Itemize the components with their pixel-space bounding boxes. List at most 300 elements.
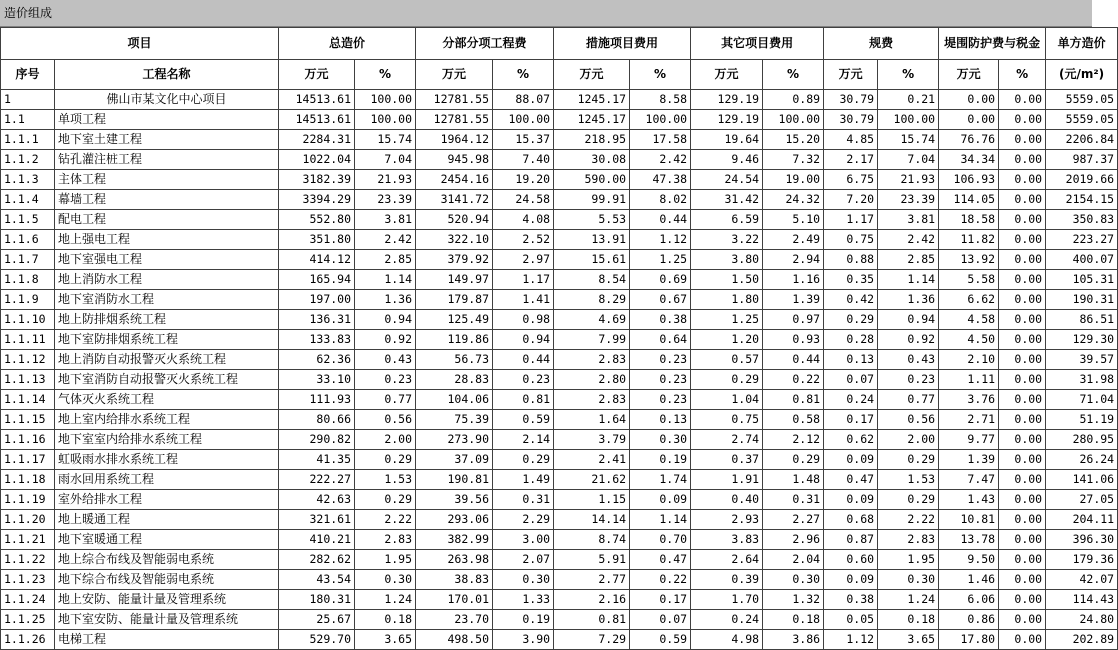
cell-total-wan: 180.31 — [279, 590, 355, 610]
cell-fees-wan: 0.47 — [824, 470, 878, 490]
subheader-pct: % — [999, 60, 1046, 90]
cell-measures-pct: 0.67 — [630, 290, 691, 310]
cell-name: 虹吸雨水排水系统工程 — [55, 450, 279, 470]
cell-measures-pct: 8.02 — [630, 190, 691, 210]
cell-seq: 1.1.25 — [1, 610, 55, 630]
cell-levee-pct: 0.00 — [999, 150, 1046, 170]
cell-unit-cost: 39.57 — [1046, 350, 1118, 370]
table-row — [1, 490, 1118, 510]
cell-subitem-pct: 1.17 — [493, 270, 554, 290]
subheader-wan: 万元 — [554, 60, 630, 90]
cell-measures-pct: 47.38 — [630, 170, 691, 190]
cell-seq: 1.1.23 — [1, 570, 55, 590]
subheader-wan: 万元 — [824, 60, 878, 90]
cell-other-wan: 9.46 — [691, 150, 763, 170]
cell-subitem-pct: 2.14 — [493, 430, 554, 450]
cell-fees-pct: 23.39 — [878, 190, 939, 210]
cell-fees-wan: 0.09 — [824, 570, 878, 590]
cell-subitem-wan: 149.97 — [416, 270, 493, 290]
cell-levee-wan: 6.62 — [939, 290, 999, 310]
cell-measures-pct: 0.22 — [630, 570, 691, 590]
cell-total-wan: 3394.29 — [279, 190, 355, 210]
cell-other-wan: 1.91 — [691, 470, 763, 490]
cell-subitem-pct: 3.00 — [493, 530, 554, 550]
cell-fees-pct: 2.22 — [878, 510, 939, 530]
cell-levee-pct: 0.00 — [999, 510, 1046, 530]
cell-fees-wan: 0.75 — [824, 230, 878, 250]
cell-subitem-wan: 293.06 — [416, 510, 493, 530]
cell-levee-wan: 7.47 — [939, 470, 999, 490]
cell-fees-wan: 4.85 — [824, 130, 878, 150]
cell-other-pct: 2.49 — [763, 230, 824, 250]
cell-total-pct: 1.14 — [355, 270, 416, 290]
cell-measures-wan: 1.64 — [554, 410, 630, 430]
cell-total-wan: 529.70 — [279, 630, 355, 650]
cell-unit-cost: 179.36 — [1046, 550, 1118, 570]
subheader-pct: % — [355, 60, 416, 90]
table-row — [1, 410, 1118, 430]
cell-measures-wan: 2.83 — [554, 390, 630, 410]
subheader-wan: 万元 — [939, 60, 999, 90]
cell-fees-wan: 0.88 — [824, 250, 878, 270]
cell-fees-wan: 0.60 — [824, 550, 878, 570]
cell-fees-wan: 0.07 — [824, 370, 878, 390]
cell-fees-wan: 0.28 — [824, 330, 878, 350]
subheader-wan: 万元 — [279, 60, 355, 90]
subheader-pct: % — [763, 60, 824, 90]
cell-other-pct: 24.32 — [763, 190, 824, 210]
cell-measures-pct: 0.07 — [630, 610, 691, 630]
cell-total-wan: 111.93 — [279, 390, 355, 410]
cell-subitem-pct: 1.33 — [493, 590, 554, 610]
cell-unit-cost: 141.06 — [1046, 470, 1118, 490]
cell-measures-pct: 0.69 — [630, 270, 691, 290]
cell-fees-wan: 30.79 — [824, 90, 878, 110]
cell-measures-pct: 0.17 — [630, 590, 691, 610]
cell-measures-wan: 0.81 — [554, 610, 630, 630]
cell-fees-pct: 2.85 — [878, 250, 939, 270]
cell-other-wan: 1.70 — [691, 590, 763, 610]
cell-measures-wan: 3.79 — [554, 430, 630, 450]
cell-total-wan: 351.80 — [279, 230, 355, 250]
cell-levee-pct: 0.00 — [999, 110, 1046, 130]
cell-subitem-pct: 100.00 — [493, 110, 554, 130]
cell-other-wan: 3.80 — [691, 250, 763, 270]
cell-fees-wan: 2.17 — [824, 150, 878, 170]
cell-total-wan: 80.66 — [279, 410, 355, 430]
subheader-seq: 序号 — [1, 60, 55, 90]
cell-fees-wan: 0.38 — [824, 590, 878, 610]
cell-fees-wan: 0.24 — [824, 390, 878, 410]
cell-measures-wan: 2.80 — [554, 370, 630, 390]
cell-measures-pct: 0.09 — [630, 490, 691, 510]
cell-fees-wan: 0.13 — [824, 350, 878, 370]
cell-levee-pct: 0.00 — [999, 230, 1046, 250]
cell-seq: 1.1.13 — [1, 370, 55, 390]
cell-total-wan: 410.21 — [279, 530, 355, 550]
table-row — [1, 550, 1118, 570]
table-row — [1, 290, 1118, 310]
cell-fees-pct: 0.94 — [878, 310, 939, 330]
cell-measures-wan: 21.62 — [554, 470, 630, 490]
cell-levee-pct: 0.00 — [999, 370, 1046, 390]
cell-measures-pct: 0.59 — [630, 630, 691, 650]
cell-fees-pct: 0.30 — [878, 570, 939, 590]
cell-subitem-wan: 12781.55 — [416, 90, 493, 110]
cell-other-wan: 1.20 — [691, 330, 763, 350]
cell-other-pct: 1.32 — [763, 590, 824, 610]
cell-name: 气体灭火系统工程 — [55, 390, 279, 410]
cell-total-pct: 3.65 — [355, 630, 416, 650]
header-fees: 规费 — [824, 28, 939, 60]
cell-other-pct: 0.30 — [763, 570, 824, 590]
cell-seq: 1.1.20 — [1, 510, 55, 530]
cell-levee-pct: 0.00 — [999, 190, 1046, 210]
cell-subitem-pct: 15.37 — [493, 130, 554, 150]
cell-levee-wan: 1.11 — [939, 370, 999, 390]
cell-other-wan: 4.98 — [691, 630, 763, 650]
cell-levee-wan: 1.39 — [939, 450, 999, 470]
cell-name: 地上消防自动报警灭火系统工程 — [55, 350, 279, 370]
cell-subitem-wan: 190.81 — [416, 470, 493, 490]
cell-levee-pct: 0.00 — [999, 430, 1046, 450]
table-row — [1, 450, 1118, 470]
cell-unit-cost: 26.24 — [1046, 450, 1118, 470]
cell-measures-wan: 7.99 — [554, 330, 630, 350]
cell-subitem-pct: 0.30 — [493, 570, 554, 590]
cell-subitem-pct: 0.81 — [493, 390, 554, 410]
cell-total-pct: 2.42 — [355, 230, 416, 250]
cell-name: 地下室暖通工程 — [55, 530, 279, 550]
cell-total-wan: 2284.31 — [279, 130, 355, 150]
cell-seq: 1.1.7 — [1, 250, 55, 270]
cell-total-pct: 15.74 — [355, 130, 416, 150]
cell-seq: 1.1.22 — [1, 550, 55, 570]
subheader-pct: % — [878, 60, 939, 90]
cell-measures-wan: 2.77 — [554, 570, 630, 590]
cell-subitem-pct: 2.97 — [493, 250, 554, 270]
table-row — [1, 130, 1118, 150]
cell-fees-wan: 0.87 — [824, 530, 878, 550]
cell-total-wan: 43.54 — [279, 570, 355, 590]
cell-seq: 1.1.6 — [1, 230, 55, 250]
cell-other-pct: 19.00 — [763, 170, 824, 190]
cell-fees-pct: 21.93 — [878, 170, 939, 190]
cell-name: 地上室内给排水系统工程 — [55, 410, 279, 430]
cell-seq: 1.1.16 — [1, 430, 55, 450]
cell-subitem-wan: 28.83 — [416, 370, 493, 390]
cell-unit-cost: 190.31 — [1046, 290, 1118, 310]
cell-unit-cost: 86.51 — [1046, 310, 1118, 330]
table-row — [1, 270, 1118, 290]
cell-seq: 1.1.26 — [1, 630, 55, 650]
table-row — [1, 470, 1118, 490]
subheader-name: 工程名称 — [55, 60, 279, 90]
cell-levee-wan: 76.76 — [939, 130, 999, 150]
cell-total-pct: 2.83 — [355, 530, 416, 550]
cell-levee-wan: 0.86 — [939, 610, 999, 630]
cell-name: 地下室室内给排水系统工程 — [55, 430, 279, 450]
cell-measures-pct: 0.19 — [630, 450, 691, 470]
cell-other-pct: 0.22 — [763, 370, 824, 390]
cell-seq: 1.1.3 — [1, 170, 55, 190]
header-other-cost: 其它项目费用 — [691, 28, 824, 60]
table-row — [1, 630, 1118, 650]
cell-measures-wan: 4.69 — [554, 310, 630, 330]
cell-seq: 1.1.4 — [1, 190, 55, 210]
cell-measures-pct: 8.58 — [630, 90, 691, 110]
cell-unit-cost: 24.80 — [1046, 610, 1118, 630]
cell-measures-wan: 15.61 — [554, 250, 630, 270]
cell-other-pct: 100.00 — [763, 110, 824, 130]
subheader-wan: 万元 — [416, 60, 493, 90]
cell-other-pct: 1.48 — [763, 470, 824, 490]
cell-other-wan: 0.29 — [691, 370, 763, 390]
cell-other-wan: 3.22 — [691, 230, 763, 250]
cell-unit-cost: 71.04 — [1046, 390, 1118, 410]
cell-name: 地下室强电工程 — [55, 250, 279, 270]
table-row — [1, 190, 1118, 210]
cell-subitem-wan: 2454.16 — [416, 170, 493, 190]
cell-total-wan: 290.82 — [279, 430, 355, 450]
cell-name: 地下室安防、能量计量及管理系统 — [55, 610, 279, 630]
cell-total-pct: 2.85 — [355, 250, 416, 270]
cost-composition-table — [0, 27, 1118, 650]
cell-total-wan: 136.31 — [279, 310, 355, 330]
cell-total-pct: 0.94 — [355, 310, 416, 330]
table-row — [1, 570, 1118, 590]
subheader-wan: 万元 — [691, 60, 763, 90]
cell-levee-pct: 0.00 — [999, 290, 1046, 310]
cell-fees-pct: 2.00 — [878, 430, 939, 450]
table-row — [1, 310, 1118, 330]
table-row — [1, 170, 1118, 190]
cell-fees-wan: 1.12 — [824, 630, 878, 650]
cell-name: 钻孔灌注桩工程 — [55, 150, 279, 170]
cell-fees-pct: 0.77 — [878, 390, 939, 410]
cell-subitem-wan: 382.99 — [416, 530, 493, 550]
cell-total-pct: 1.95 — [355, 550, 416, 570]
cell-levee-wan: 9.77 — [939, 430, 999, 450]
cell-total-pct: 0.56 — [355, 410, 416, 430]
cell-seq: 1.1.19 — [1, 490, 55, 510]
cell-fees-pct: 1.95 — [878, 550, 939, 570]
cell-measures-pct: 0.44 — [630, 210, 691, 230]
cell-measures-pct: 2.42 — [630, 150, 691, 170]
cell-name: 单项工程 — [55, 110, 279, 130]
table-row — [1, 530, 1118, 550]
cell-levee-wan: 2.10 — [939, 350, 999, 370]
cell-seq: 1.1.21 — [1, 530, 55, 550]
cell-subitem-pct: 2.52 — [493, 230, 554, 250]
cell-measures-wan: 2.16 — [554, 590, 630, 610]
cell-other-wan: 0.75 — [691, 410, 763, 430]
cell-subitem-wan: 1964.12 — [416, 130, 493, 150]
cell-subitem-pct: 3.90 — [493, 630, 554, 650]
cell-other-wan: 0.24 — [691, 610, 763, 630]
cell-subitem-pct: 0.94 — [493, 330, 554, 350]
cell-seq: 1.1.10 — [1, 310, 55, 330]
cell-fees-pct: 0.92 — [878, 330, 939, 350]
cell-levee-wan: 18.58 — [939, 210, 999, 230]
cell-measures-pct: 0.30 — [630, 430, 691, 450]
table-row — [1, 110, 1118, 130]
cell-levee-pct: 0.00 — [999, 630, 1046, 650]
cell-measures-pct: 0.70 — [630, 530, 691, 550]
header-sub-item-cost: 分部分项工程费 — [416, 28, 554, 60]
cell-subitem-wan: 273.90 — [416, 430, 493, 450]
cell-seq: 1 — [1, 90, 55, 110]
cell-levee-pct: 0.00 — [999, 130, 1046, 150]
cell-total-pct: 3.81 — [355, 210, 416, 230]
cell-subitem-wan: 322.10 — [416, 230, 493, 250]
cell-total-wan: 25.67 — [279, 610, 355, 630]
cell-total-pct: 1.24 — [355, 590, 416, 610]
cell-levee-wan: 0.00 — [939, 110, 999, 130]
cell-name: 电梯工程 — [55, 630, 279, 650]
cell-measures-pct: 1.12 — [630, 230, 691, 250]
cell-unit-cost: 204.11 — [1046, 510, 1118, 530]
cell-measures-wan: 2.83 — [554, 350, 630, 370]
table-row — [1, 510, 1118, 530]
table-body — [1, 90, 1118, 650]
cell-subitem-wan: 379.92 — [416, 250, 493, 270]
cell-unit-cost: 27.05 — [1046, 490, 1118, 510]
table-row — [1, 370, 1118, 390]
cell-seq: 1.1.8 — [1, 270, 55, 290]
cell-fees-pct: 1.24 — [878, 590, 939, 610]
cell-other-wan: 2.64 — [691, 550, 763, 570]
cell-other-pct: 1.16 — [763, 270, 824, 290]
cell-unit-cost: 400.07 — [1046, 250, 1118, 270]
cell-measures-pct: 0.13 — [630, 410, 691, 430]
header-levee-tax: 堤围防护费与税金 — [939, 28, 1046, 60]
cell-other-wan: 6.59 — [691, 210, 763, 230]
table-row — [1, 150, 1118, 170]
cell-name: 佛山市某文化中心项目 — [55, 90, 279, 110]
cell-total-pct: 0.23 — [355, 370, 416, 390]
cell-seq: 1.1.15 — [1, 410, 55, 430]
cell-levee-wan: 9.50 — [939, 550, 999, 570]
cell-levee-pct: 0.00 — [999, 270, 1046, 290]
cell-subitem-pct: 0.44 — [493, 350, 554, 370]
cell-unit-cost: 202.89 — [1046, 630, 1118, 650]
cell-measures-wan: 14.14 — [554, 510, 630, 530]
cell-seq: 1.1 — [1, 110, 55, 130]
cell-measures-pct: 0.23 — [630, 370, 691, 390]
cell-name: 地上防排烟系统工程 — [55, 310, 279, 330]
cell-levee-pct: 0.00 — [999, 530, 1046, 550]
cell-unit-cost: 105.31 — [1046, 270, 1118, 290]
cell-subitem-wan: 39.56 — [416, 490, 493, 510]
table-row — [1, 610, 1118, 630]
cell-subitem-pct: 0.23 — [493, 370, 554, 390]
cell-total-pct: 1.53 — [355, 470, 416, 490]
cell-other-pct: 0.29 — [763, 450, 824, 470]
cell-total-wan: 1022.04 — [279, 150, 355, 170]
cell-unit-cost: 129.30 — [1046, 330, 1118, 350]
cell-name: 地上安防、能量计量及管理系统 — [55, 590, 279, 610]
cell-unit-cost: 2154.15 — [1046, 190, 1118, 210]
cell-total-wan: 197.00 — [279, 290, 355, 310]
cell-fees-wan: 0.42 — [824, 290, 878, 310]
cell-measures-wan: 1245.17 — [554, 110, 630, 130]
cell-other-pct: 3.86 — [763, 630, 824, 650]
cell-total-wan: 42.63 — [279, 490, 355, 510]
cell-seq: 1.1.18 — [1, 470, 55, 490]
cell-levee-pct: 0.00 — [999, 90, 1046, 110]
cell-levee-wan: 4.58 — [939, 310, 999, 330]
cell-subitem-pct: 2.07 — [493, 550, 554, 570]
cell-measures-wan: 2.41 — [554, 450, 630, 470]
cell-subitem-pct: 0.59 — [493, 410, 554, 430]
cell-other-pct: 7.32 — [763, 150, 824, 170]
cell-name: 地下室消防水工程 — [55, 290, 279, 310]
cell-levee-pct: 0.00 — [999, 610, 1046, 630]
cell-seq: 1.1.24 — [1, 590, 55, 610]
cell-measures-wan: 8.29 — [554, 290, 630, 310]
cell-fees-wan: 7.20 — [824, 190, 878, 210]
cell-measures-wan: 8.74 — [554, 530, 630, 550]
cell-other-pct: 0.93 — [763, 330, 824, 350]
cell-name: 地上消防水工程 — [55, 270, 279, 290]
cell-fees-wan: 0.35 — [824, 270, 878, 290]
cell-levee-pct: 0.00 — [999, 250, 1046, 270]
cell-other-pct: 0.44 — [763, 350, 824, 370]
cell-subitem-pct: 24.58 — [493, 190, 554, 210]
cell-total-wan: 33.10 — [279, 370, 355, 390]
cell-seq: 1.1.9 — [1, 290, 55, 310]
cell-other-wan: 1.25 — [691, 310, 763, 330]
cell-fees-wan: 0.05 — [824, 610, 878, 630]
cell-other-pct: 15.20 — [763, 130, 824, 150]
cell-levee-wan: 6.06 — [939, 590, 999, 610]
cell-total-pct: 7.04 — [355, 150, 416, 170]
cell-total-wan: 282.62 — [279, 550, 355, 570]
cell-fees-wan: 30.79 — [824, 110, 878, 130]
cell-levee-pct: 0.00 — [999, 330, 1046, 350]
cell-unit-cost: 396.30 — [1046, 530, 1118, 550]
cell-total-wan: 414.12 — [279, 250, 355, 270]
cell-seq: 1.1.17 — [1, 450, 55, 470]
cell-fees-pct: 0.23 — [878, 370, 939, 390]
cell-levee-pct: 0.00 — [999, 550, 1046, 570]
cell-seq: 1.1.11 — [1, 330, 55, 350]
cell-unit-cost: 2019.66 — [1046, 170, 1118, 190]
cell-fees-wan: 0.09 — [824, 490, 878, 510]
cell-other-wan: 2.74 — [691, 430, 763, 450]
subheader-unit-cost: (元/m²) — [1046, 60, 1118, 90]
cell-other-pct: 2.94 — [763, 250, 824, 270]
cell-levee-pct: 0.00 — [999, 590, 1046, 610]
cell-subitem-wan: 37.09 — [416, 450, 493, 470]
cell-fees-wan: 0.68 — [824, 510, 878, 530]
cell-fees-pct: 3.65 — [878, 630, 939, 650]
cell-measures-wan: 13.91 — [554, 230, 630, 250]
cell-unit-cost: 280.95 — [1046, 430, 1118, 450]
cell-levee-wan: 3.76 — [939, 390, 999, 410]
cell-fees-pct: 2.42 — [878, 230, 939, 250]
cell-subitem-pct: 1.41 — [493, 290, 554, 310]
cell-subitem-wan: 3141.72 — [416, 190, 493, 210]
cell-total-wan: 3182.39 — [279, 170, 355, 190]
cell-subitem-pct: 0.19 — [493, 610, 554, 630]
cell-fees-pct: 15.74 — [878, 130, 939, 150]
header-unit-cost: 单方造价 — [1046, 28, 1118, 60]
cell-other-wan: 129.19 — [691, 90, 763, 110]
cell-unit-cost: 5559.05 — [1046, 110, 1118, 130]
cell-unit-cost: 2206.84 — [1046, 130, 1118, 150]
